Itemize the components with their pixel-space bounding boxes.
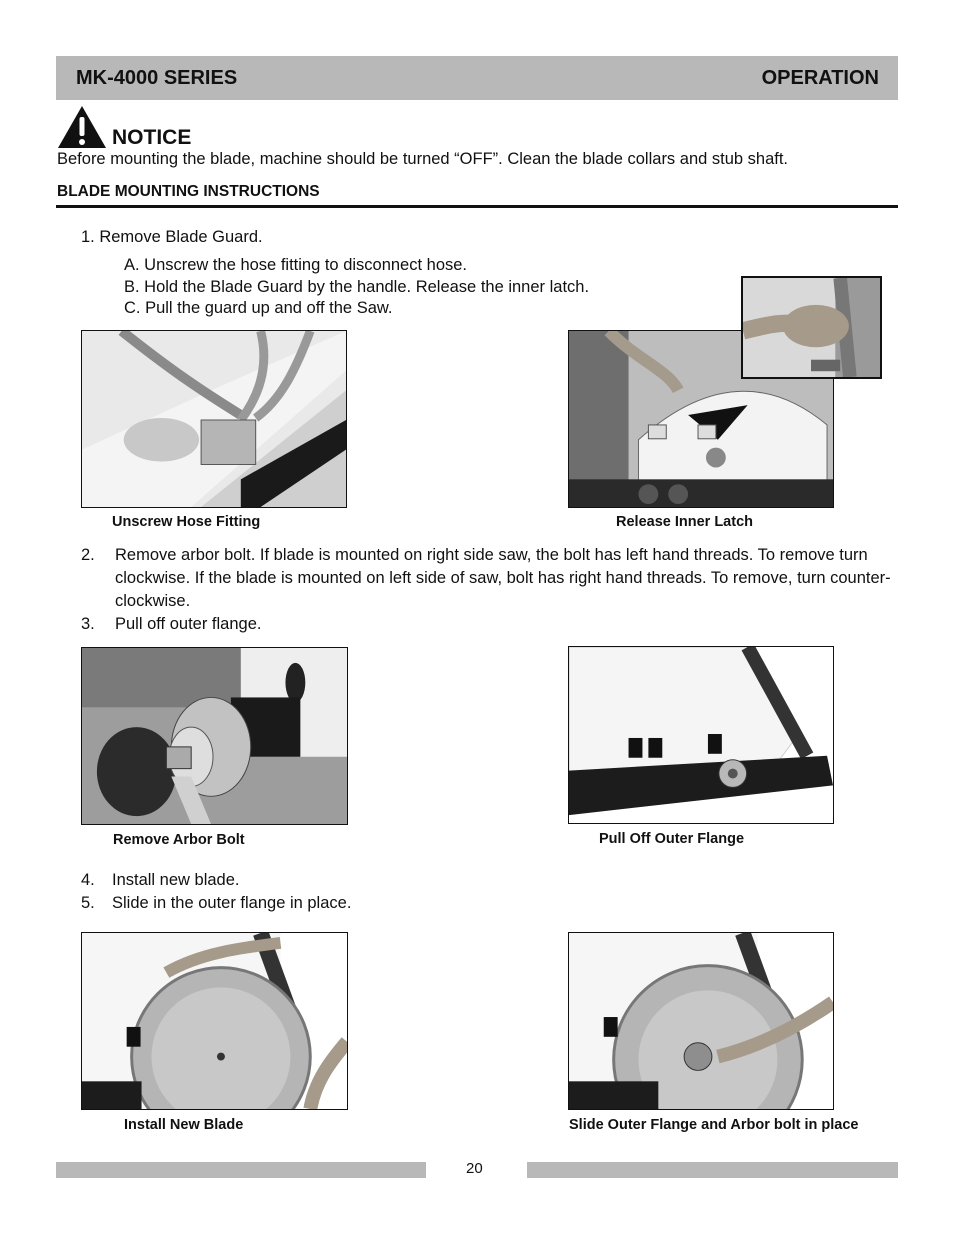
warning-triangle-icon — [56, 104, 108, 150]
step-5-text: Slide in the outer flange in place. — [112, 894, 352, 912]
step-1b: B. Hold the Blade Guard by the handle. Release the inner latch. — [124, 278, 590, 296]
list-item — [81, 613, 901, 636]
step-4-number: 4. — [81, 871, 95, 889]
step-1a: A. Unscrew the hose fitting to disconnect hose. — [124, 256, 468, 274]
section-divider — [56, 205, 898, 208]
caption-pull-off-outer-flange: Pull Off Outer Flange — [599, 831, 745, 847]
caption-slide-outer-flange: Slide Outer Flange and Arbor bolt in place — [569, 1117, 859, 1133]
header-section-title: OPERATION — [761, 67, 879, 89]
caption-remove-arbor-bolt: Remove Arbor Bolt — [113, 832, 245, 848]
photo-install-new-blade — [81, 932, 348, 1110]
photo-pull-off-outer-flange — [568, 646, 834, 824]
page-number: 20 — [466, 1160, 483, 1177]
step-4-text: Install new blade. — [112, 871, 240, 889]
step-1c: C. Pull the guard up and off the Saw. — [124, 299, 393, 317]
photo-unscrew-hose-fitting — [81, 330, 347, 508]
steps-2-3 — [81, 544, 901, 636]
notice-text: Before mounting the blade, machine should be turned “OFF”. Clean the blade collars and stub shaft. — [57, 150, 789, 168]
list-item — [81, 544, 901, 613]
step-2-number: 2. — [81, 546, 95, 564]
step-3-number: 3. — [81, 615, 95, 633]
footer-bar-right — [527, 1162, 898, 1178]
footer-bar-left — [56, 1162, 426, 1178]
header-series-title: MK-4000 SERIES — [76, 67, 238, 89]
header-bar — [56, 56, 898, 100]
step-1-label: 1. Remove Blade Guard. — [81, 228, 263, 246]
caption-install-new-blade: Install New Blade — [124, 1117, 244, 1133]
section-title: BLADE MOUNTING INSTRUCTIONS — [57, 183, 320, 200]
step-5-number: 5. — [81, 894, 95, 912]
photo-inset-handle-grip — [741, 276, 882, 379]
caption-release-inner-latch: Release Inner Latch — [616, 514, 753, 530]
notice-title: NOTICE — [112, 126, 192, 149]
photo-remove-arbor-bolt — [81, 647, 348, 825]
caption-unscrew-hose-fitting: Unscrew Hose Fitting — [112, 514, 261, 530]
step-2-text: Remove arbor bolt. If blade is mounted on right side saw, the bolt has left hand threads. To remove turn clockwise. If the blade is mounted on left side of saw, bolt has right hand threads. To remove, turn counter-clockwise. — [115, 546, 891, 610]
step-3-text: Pull off outer flange. — [115, 615, 262, 633]
photo-slide-outer-flange — [568, 932, 834, 1110]
